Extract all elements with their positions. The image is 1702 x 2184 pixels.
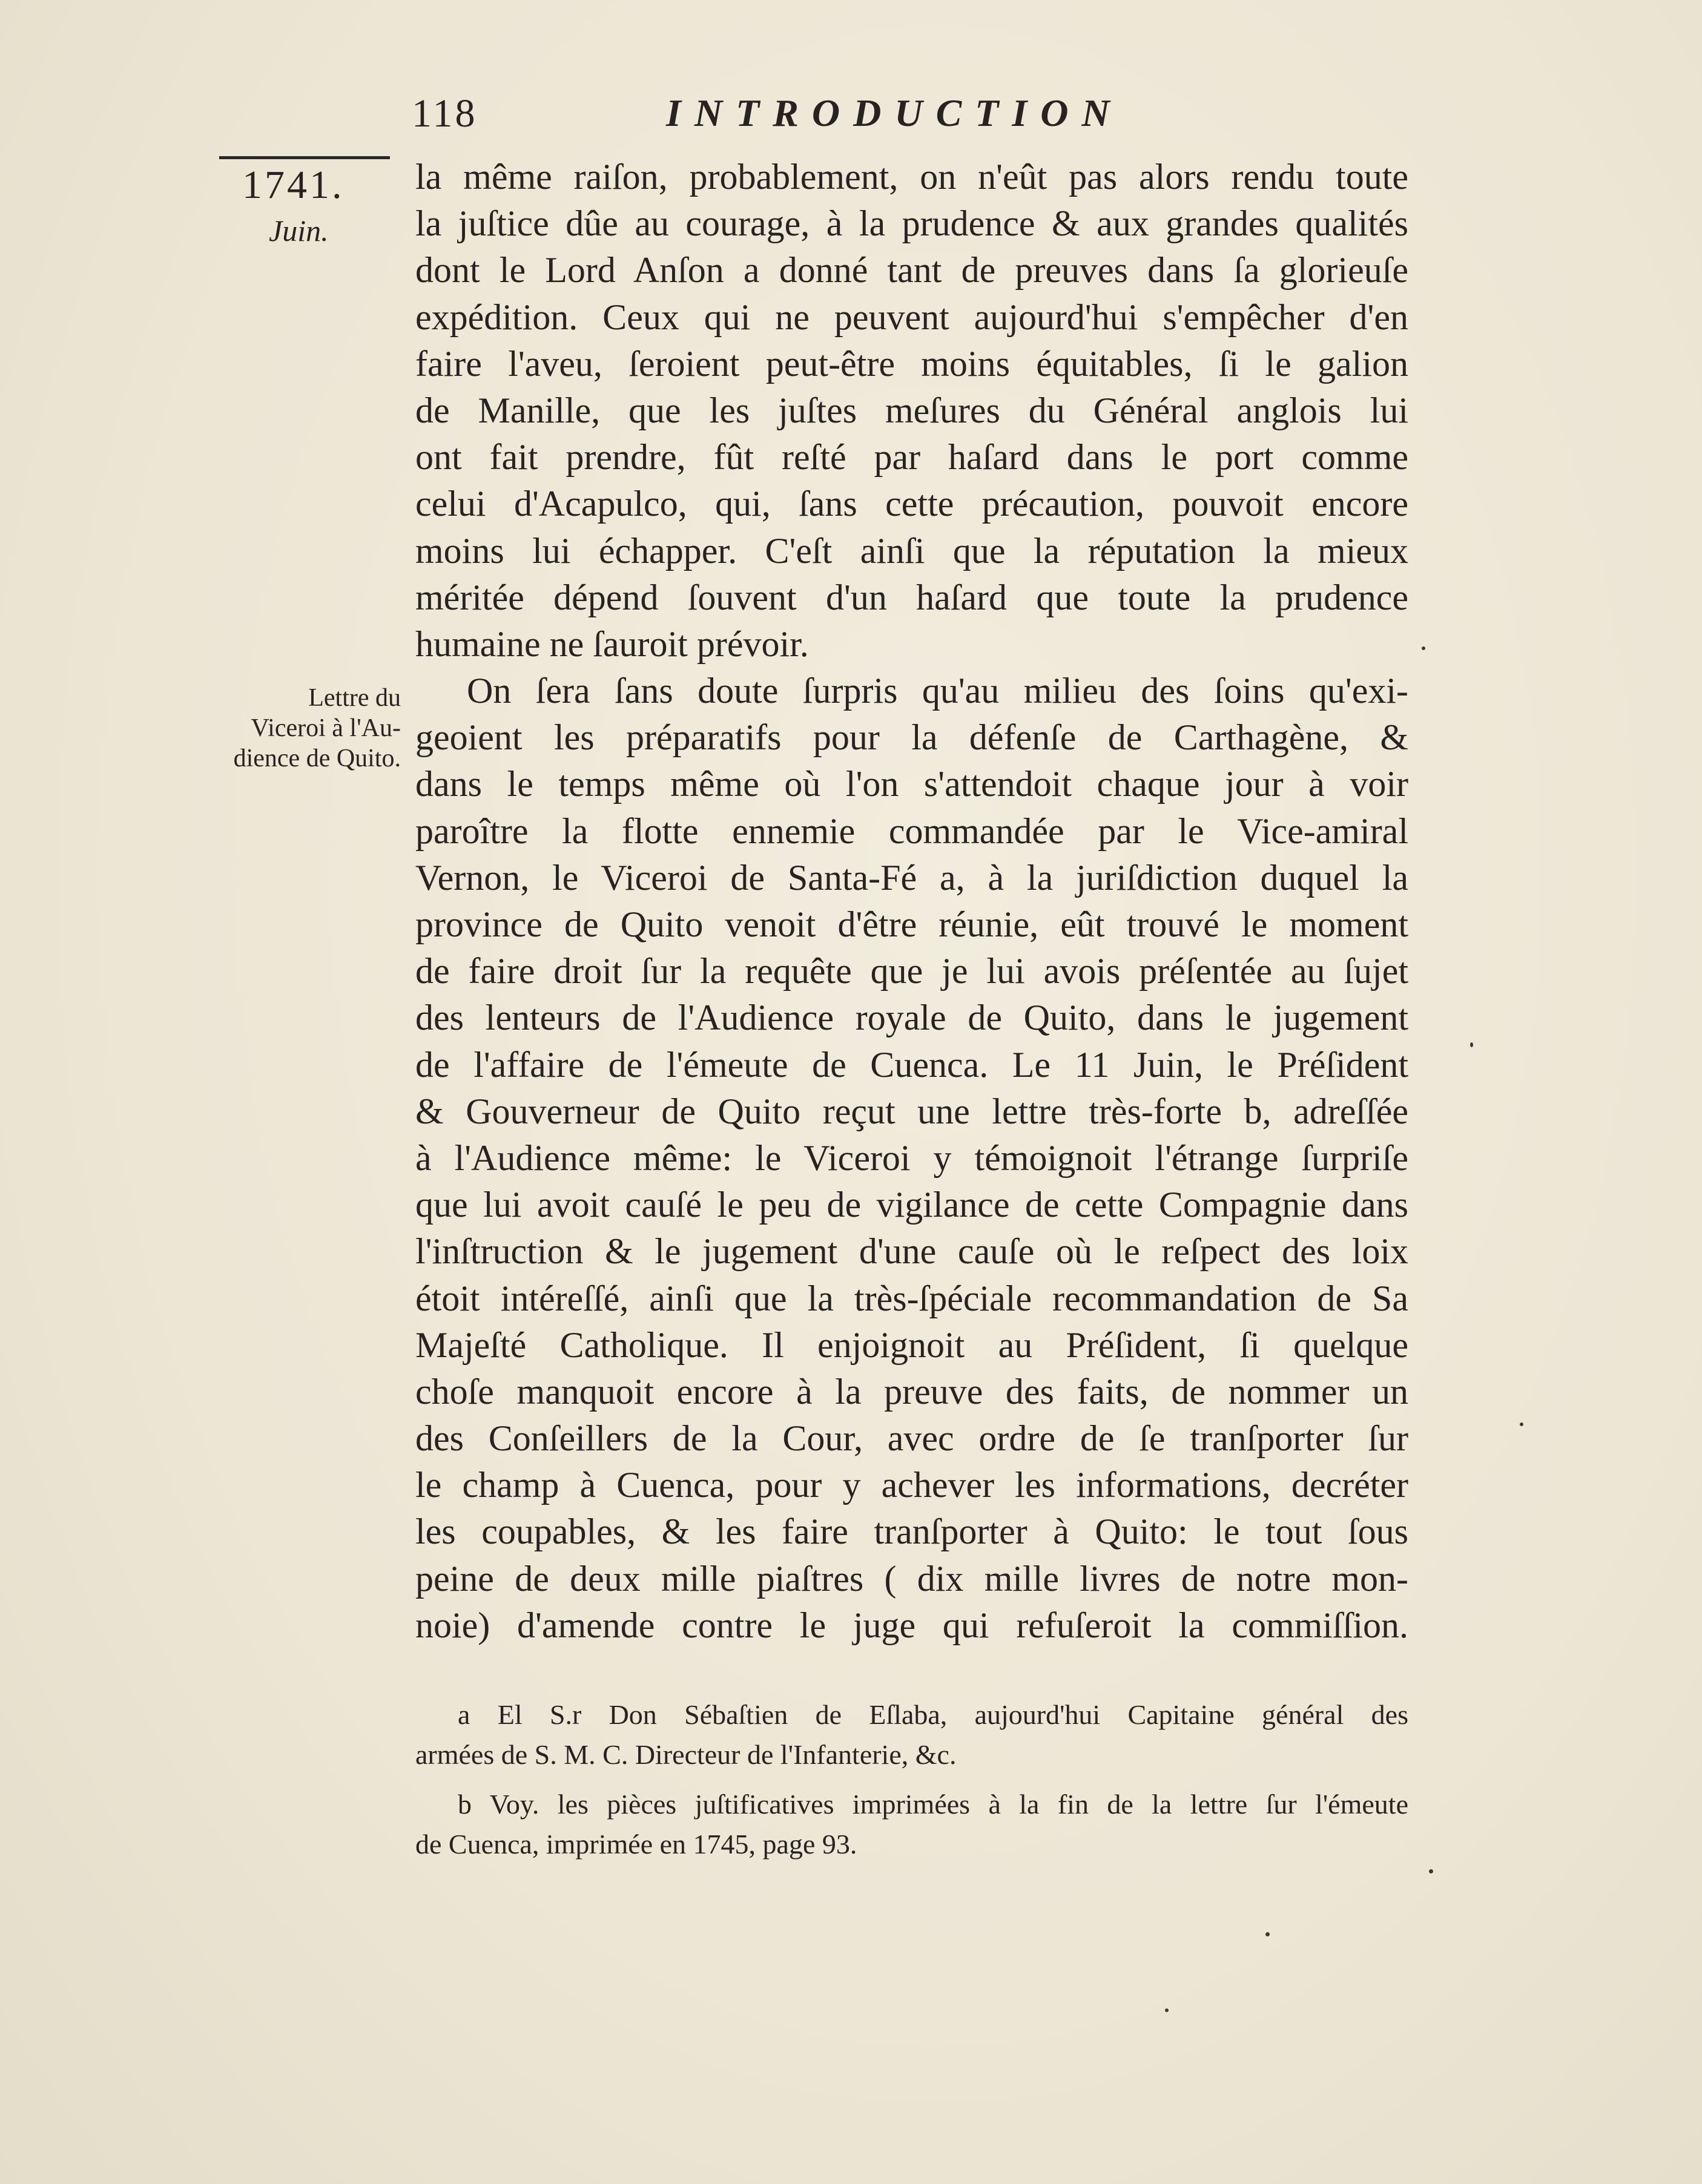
body-line: celui d'Acapulco, qui, ſans cette précaution, pouvoit encore [415, 484, 1408, 524]
page-header [412, 91, 1441, 145]
body-line: geoient les préparatifs pour la défenſe de Carthagène, & [415, 717, 1408, 758]
body-line: dont le Lord Anſon a donné tant de preuves dans ſa glorieuſe [415, 250, 1408, 291]
body-line: faire l'aveu, ſeroient peut-être moins équitables, ſi le galion [415, 343, 1408, 384]
body-line: & Gouverneur de Quito reçut une lettre très-forte b, adreſſée [415, 1091, 1408, 1131]
margin-note-line: Lettre du [308, 684, 401, 712]
body-line: que lui avoit cauſé le peu de vigilance de cette Compagnie dans [415, 1185, 1408, 1225]
body-line: moins lui échapper. C'eſt ainſi que la réputation la mieux [415, 530, 1408, 571]
paper-speck [1470, 1042, 1473, 1047]
body-line: de Manille, que les juſtes meſures du Général anglois lui [415, 390, 1408, 430]
paper-speck [1422, 646, 1425, 650]
margin-year: 1741. [242, 163, 345, 207]
body-line: paroître la flotte ennemie commandée par le Vice-amiral [415, 811, 1408, 851]
body-line: peine de deux mille piaſtres ( dix mille livres de notre mon- [415, 1558, 1408, 1599]
body-line: de l'affaire de l'émeute de Cuenca. Le 11 Juin, le Préſident [415, 1044, 1408, 1085]
body-line: On ſera ſans doute ſurpris qu'au milieu des ſoins qu'exi- [467, 671, 1408, 711]
body-line: les coupables, & les faire tranſporter à Quito: le tout ſous [415, 1511, 1408, 1552]
paper-speck [1520, 1423, 1523, 1426]
body-text [415, 154, 1408, 1649]
paper-speck [1265, 1932, 1270, 1936]
body-line: le champ à Cuenca, pour y achever les informations, decréter [415, 1465, 1408, 1505]
body-line: expédition. Ceux qui ne peuvent aujourd'hui s'empêcher d'en [415, 297, 1408, 337]
paper-speck [1429, 1869, 1433, 1873]
running-title: INTRODUCTION [666, 91, 1123, 134]
footnote-a-line: a El S.r Don Sébaſtien de Eſlaba, aujourd'hui Capitaine général des [458, 1699, 1408, 1730]
body-line: la juſtice dûe au courage, à la prudence & aux grandes qualités [415, 203, 1408, 244]
body-line: noie) d'amende contre le juge qui refuſeroit la commiſſion. [415, 1605, 1408, 1645]
margin-note [219, 683, 401, 774]
body-line: à l'Audience même: le Viceroi y témoignoit l'étrange ſurpriſe [415, 1137, 1408, 1178]
footnotes [415, 1695, 1408, 1864]
body-line: humaine ne ſauroit prévoir. [415, 623, 809, 664]
margin-note-line: Viceroi à l'Au- [251, 714, 401, 742]
body-line: l'inſtruction & le jugement d'une cauſe où le reſpect des loix [415, 1231, 1408, 1272]
body-line: ont fait prendre, fût reſté par haſard dans le port comme [415, 437, 1408, 478]
body-line: Vernon, le Viceroi de Santa-Fé a, à la juriſdiction duquel la [415, 857, 1408, 898]
paper-speck [1165, 2008, 1169, 2012]
body-line: étoit intéreſſé, ainſi que la très-ſpéciale recommandation de Sa [415, 1278, 1408, 1318]
page-number: 118 [412, 91, 478, 136]
margin-month: Juin. [269, 214, 329, 248]
body-line: la même raiſon, probablement, on n'eût pas alors rendu toute [415, 157, 1408, 197]
body-line: des Conſeillers de la Cour, avec ordre de ſe tranſporter ſur [415, 1418, 1408, 1459]
body-line: dans le temps même où l'on s'attendoit chaque jour à voir [415, 764, 1408, 804]
body-line: choſe manquoit encore à la preuve des faits, de nommer un [415, 1371, 1408, 1412]
margin-note-line: dience de Quito. [233, 745, 401, 772]
footnote-b-line: de Cuenca, imprimée en 1745, page 93. [415, 1829, 857, 1860]
body-line: province de Quito venoit d'être réunie, eût trouvé le moment [415, 904, 1408, 944]
body-line: méritée dépend ſouvent d'un haſard que toute la prudence [415, 577, 1408, 617]
body-line: de faire droit ſur la requête que je lui avois préſentée au ſujet [415, 951, 1408, 992]
margin-rule [219, 156, 390, 159]
footnote-gap [415, 1775, 1408, 1784]
footnote-b-line: b Voy. les pièces juſtificatives imprimées à la fin de la lettre ſur l'émeute [458, 1789, 1408, 1820]
footnote-a-line: armées de S. M. C. Directeur de l'Infanterie, &c. [415, 1739, 957, 1770]
body-line: des lenteurs de l'Audience royale de Quito, dans le jugement [415, 998, 1408, 1038]
body-line: Majeſté Catholique. Il enjoignoit au Préſident, ſi quelque [415, 1324, 1408, 1365]
